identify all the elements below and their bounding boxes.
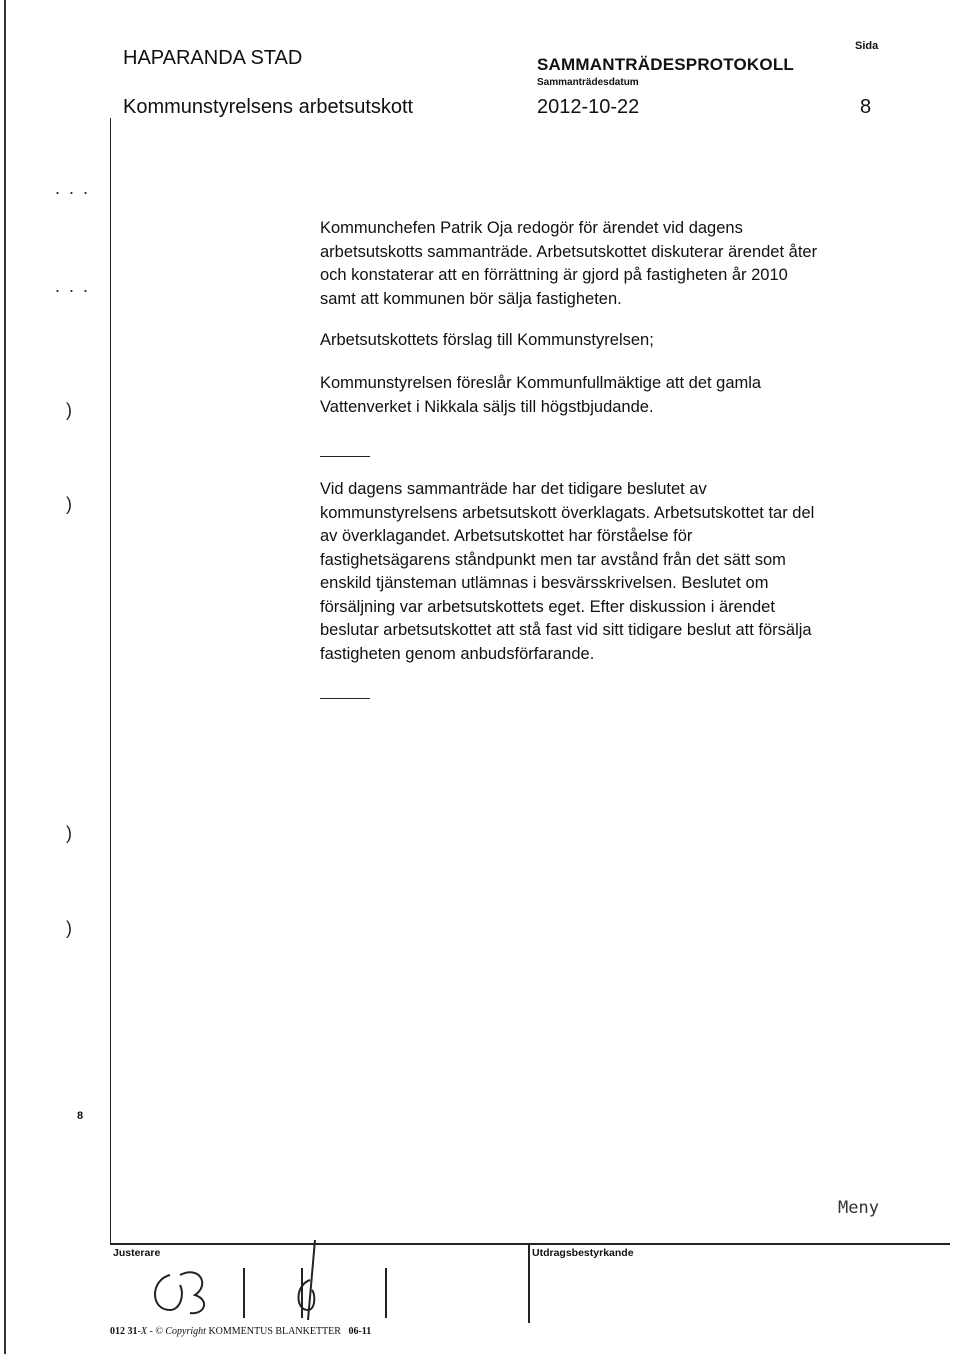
margin-paren: ) bbox=[66, 494, 72, 514]
text-line: fastighetsägarens ståndpunkt men tar avstånd från det sätt som bbox=[320, 550, 786, 569]
margin-paren: ) bbox=[66, 400, 72, 420]
signature-initials-icon bbox=[140, 1255, 220, 1325]
margin-paren: ) bbox=[66, 918, 72, 938]
text-line: och konstaterar att en förrättning är gjord på fastigheten år 2010 bbox=[320, 266, 788, 284]
paragraph-decision bbox=[320, 478, 880, 666]
text-line: försäljning var arbetsutskottets eget. Efter diskussion i ärendet bbox=[320, 597, 775, 616]
text-line: Arbetsutskottets förslag till Kommunstyrelsen; bbox=[320, 331, 654, 349]
justerare-label: Justerare bbox=[113, 1247, 161, 1259]
footer-divider bbox=[528, 1243, 530, 1323]
footer-rule bbox=[110, 1243, 950, 1245]
paragraph-proposal bbox=[320, 372, 880, 419]
text-line: fastigheten genom anbudsförfarande. bbox=[320, 644, 595, 663]
text-line: Vid dagens sammanträde har det tidigare beslutet av bbox=[320, 480, 707, 498]
section-divider bbox=[320, 698, 370, 699]
margin-dots: . . . bbox=[55, 276, 91, 296]
signature-box-divider bbox=[385, 1268, 387, 1318]
left-margin-rule bbox=[4, 0, 6, 1354]
form-code-suffix: 06-11 bbox=[348, 1326, 372, 1337]
paragraph-background bbox=[320, 217, 880, 311]
date-label: Sammanträdesdatum bbox=[537, 77, 639, 88]
form-code-brand: KOMMENTUS BLANKETTER bbox=[208, 1326, 341, 1337]
utdrag-label: Utdragsbestyrkande bbox=[532, 1247, 634, 1259]
section-divider bbox=[320, 456, 370, 457]
signature-box-divider bbox=[243, 1268, 245, 1318]
signature-initial-icon bbox=[290, 1235, 330, 1325]
meeting-date: 2012-10-22 bbox=[537, 96, 640, 118]
text-line: kommunstyrelsens arbetsutskott överklagats. Arbetsutskottet tar del bbox=[320, 503, 815, 522]
text-line: samt att kommunen bör sälja fastigheten. bbox=[320, 289, 622, 308]
paragraph-proposal-heading bbox=[320, 329, 880, 353]
form-code-middle: -X - © Copyright bbox=[137, 1326, 209, 1337]
organization-name: HAPARANDA STAD bbox=[123, 47, 303, 69]
page-label: Sida bbox=[855, 40, 879, 52]
page-number: 8 bbox=[860, 96, 872, 118]
text-line: beslutar arbetsutskottet att stå fast vid sitt tidigare beslut att försälja bbox=[320, 621, 812, 639]
text-line: Vattenverket i Nikkala säljs till högstbjudande. bbox=[320, 397, 654, 416]
text-line: Kommunstyrelsen föreslår Kommunfullmäktige att det gamla bbox=[320, 374, 762, 392]
body-left-rule bbox=[110, 118, 111, 1243]
menu-link[interactable]: Meny bbox=[838, 1198, 879, 1218]
text-line: arbetsutskotts sammanträde. Arbetsutskottet diskuterar ärendet åter bbox=[320, 242, 818, 261]
committee-name: Kommunstyrelsens arbetsutskott bbox=[123, 96, 414, 118]
form-code bbox=[110, 1326, 371, 1337]
document-type: SAMMANTRÄDESPROTOKOLL bbox=[537, 55, 794, 74]
text-line: av överklagandet. Arbetsutskottet har förståelse för bbox=[320, 527, 693, 545]
margin-paren: ) bbox=[66, 823, 72, 843]
margin-dots: . . . bbox=[55, 178, 91, 198]
text-line: enskild tjänsteman utlämnas i besvärsskrivelsen. Beslutet om bbox=[320, 574, 769, 592]
form-code-prefix: 012 31 bbox=[110, 1326, 138, 1337]
margin-page-ref: 8 bbox=[77, 1110, 84, 1122]
text-line: Kommunchefen Patrik Oja redogör för ärendet vid dagens bbox=[320, 219, 743, 237]
